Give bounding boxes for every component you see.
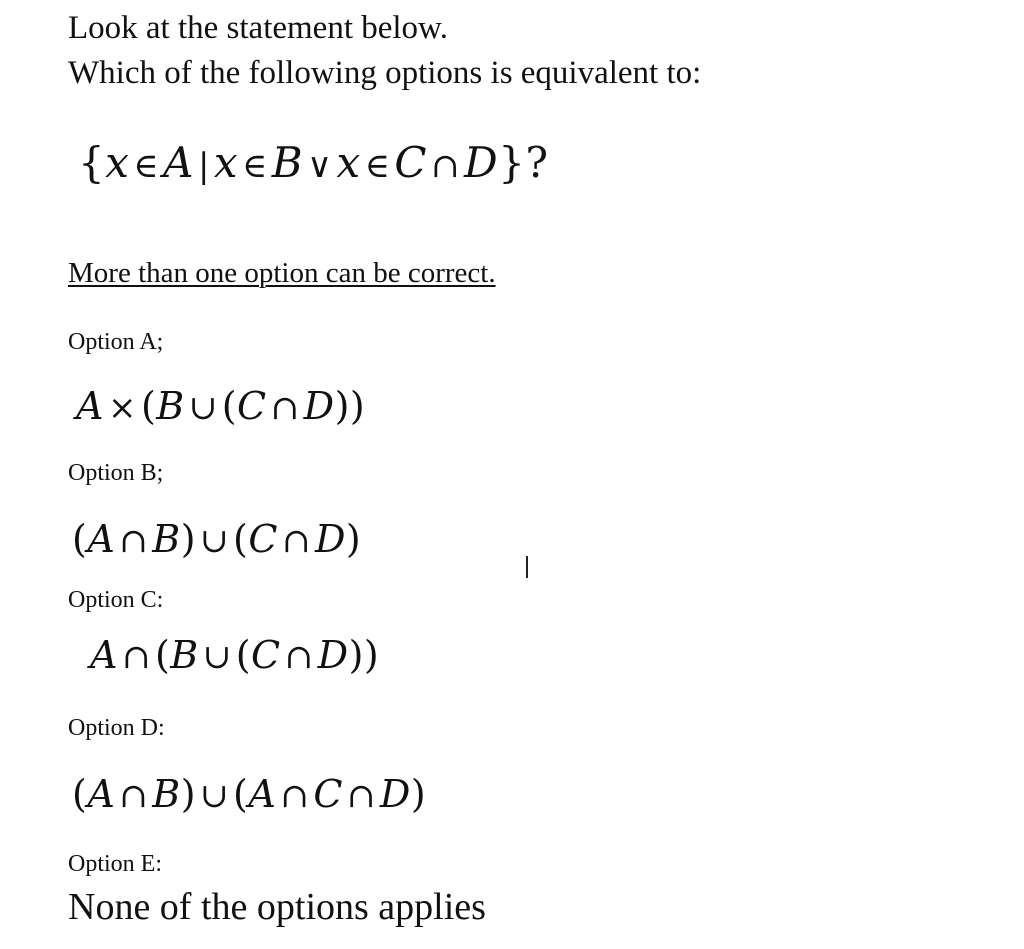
close-paren: ): [363, 633, 380, 677]
statement-set-a: A: [163, 138, 194, 187]
set-d: D: [379, 772, 411, 816]
element-of-symbol: ∈: [364, 146, 391, 186]
statement-close-brace: }: [498, 138, 526, 187]
option-b-label: Option B;: [68, 460, 164, 486]
times-symbol: ×: [107, 388, 137, 428]
such-that-bar: |: [197, 146, 210, 186]
statement-expression: [78, 138, 549, 187]
set-a: A: [248, 772, 277, 816]
set-c: C: [251, 633, 281, 677]
option-e-text: None of the options applies: [68, 886, 486, 928]
open-paren: (: [235, 633, 252, 677]
open-paren: (: [140, 384, 157, 428]
close-paren: ): [334, 384, 350, 428]
set-d: D: [317, 633, 349, 677]
element-of-symbol: ∈: [242, 146, 268, 186]
intersection-symbol: ∩: [346, 776, 376, 816]
option-a-label: Option A;: [68, 329, 164, 355]
intersection-symbol: ∩: [431, 146, 461, 186]
close-paren: ): [345, 517, 362, 561]
set-c: C: [237, 384, 267, 428]
option-a-expression: [76, 384, 366, 428]
close-paren: ): [180, 517, 197, 561]
intersection-symbol: ∩: [284, 637, 314, 677]
open-paren: (: [154, 633, 171, 677]
intersection-symbol: ∩: [270, 388, 300, 428]
logical-or-symbol: ∨: [307, 146, 333, 186]
open-paren: (: [72, 517, 88, 561]
statement-set-d: D: [464, 138, 499, 187]
set-c: C: [313, 772, 343, 816]
union-symbol: ∪: [200, 776, 230, 816]
set-a: A: [87, 772, 116, 816]
set-b: B: [152, 517, 181, 561]
statement-x: x: [213, 138, 239, 187]
close-paren: ): [349, 384, 366, 428]
set-a: A: [87, 517, 116, 561]
statement-x: x: [105, 138, 130, 187]
set-b: B: [152, 772, 181, 816]
set-b: B: [170, 633, 199, 677]
open-paren: (: [233, 772, 249, 816]
close-paren: ): [410, 772, 427, 816]
option-e-label: Option E:: [68, 851, 162, 877]
intersection-symbol: ∩: [119, 521, 149, 561]
set-a: A: [90, 633, 118, 677]
option-c-label: Option C:: [68, 587, 164, 613]
close-paren: ): [180, 772, 197, 816]
text-cursor: [526, 556, 528, 578]
option-d-expression: [72, 772, 427, 816]
union-symbol: ∪: [202, 637, 232, 677]
option-b-expression: [72, 517, 362, 561]
intersection-symbol: ∩: [280, 776, 310, 816]
statement-open-brace: {: [78, 138, 106, 187]
union-symbol: ∪: [188, 388, 218, 428]
set-d: D: [303, 384, 335, 428]
intersection-symbol: ∩: [281, 521, 311, 561]
open-paren: (: [221, 384, 238, 428]
statement-set-c: C: [394, 138, 428, 187]
option-c-expression: [90, 633, 380, 677]
set-c: C: [248, 517, 278, 561]
intersection-symbol: ∩: [121, 637, 151, 677]
open-paren: (: [72, 772, 88, 816]
intersection-symbol: ∩: [119, 776, 149, 816]
option-d-label: Option D:: [68, 715, 165, 741]
close-paren: ): [348, 633, 364, 677]
open-paren: (: [233, 517, 249, 561]
element-of-symbol: ∈: [133, 146, 160, 186]
multiple-answers-note: More than one option can be correct.: [68, 257, 496, 289]
statement-question-mark: ?: [525, 138, 549, 187]
set-b: B: [156, 384, 185, 428]
set-d: D: [314, 517, 346, 561]
union-symbol: ∪: [200, 521, 230, 561]
statement-set-b: B: [271, 138, 304, 187]
intro-line-2: Which of the following options is equivalent to:: [68, 55, 702, 91]
statement-x: x: [336, 138, 361, 187]
intro-line-1: Look at the statement below.: [68, 10, 448, 46]
set-a: A: [76, 384, 104, 428]
